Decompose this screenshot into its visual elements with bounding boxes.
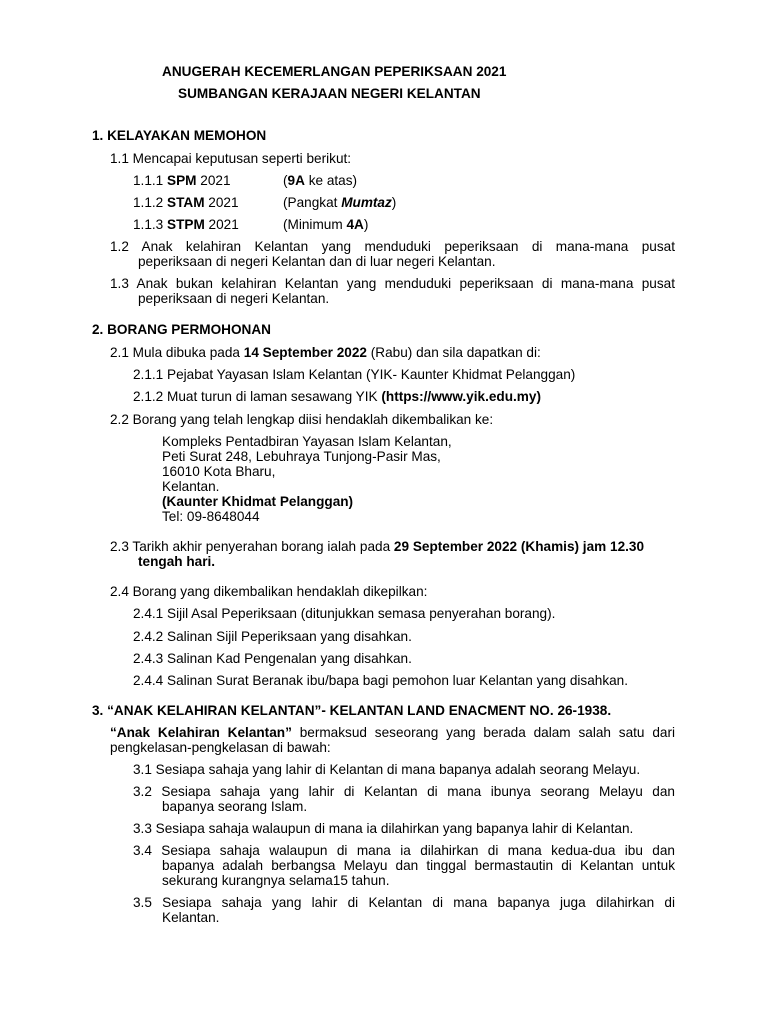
- item-2-1: 2.1 Mula dibuka pada 14 September 2022 (Rabu) dan sila dapatkan di:: [110, 345, 541, 360]
- item-1-2-line-1: 1.2 Anak kelahiran Kelantan yang menduduki peperiksaan di mana-mana pusat: [110, 239, 675, 254]
- item-1-1-3: 1.1.3 STPM 2021 (Minimum 4A): [133, 217, 369, 232]
- item-2-3-line-2: tengah hari.: [138, 554, 216, 569]
- item-3-4-line-1: 3.4 Sesiapa sahaja walaupun di mana ia dilahirkan di mana kedua-dua ibu dan: [133, 843, 675, 858]
- item-2-4: 2.4 Borang yang dikembalikan hendaklah dikepilkan:: [110, 584, 428, 599]
- item-2-2: 2.2 Borang yang telah lengkap diisi hendaklah dikembalikan ke:: [110, 412, 494, 427]
- item-3-5-line-1: 3.5 Sesiapa sahaja yang lahir di Kelantan di mana bapanya juga dilahirkan di: [133, 895, 675, 910]
- yik-website-link: (https://www.yik.edu.my): [381, 389, 541, 404]
- item-2-4-2: 2.4.2 Salinan Sijil Peperiksaan yang disahkan.: [133, 629, 412, 644]
- item-1-1-1: 1.1.1 SPM 2021 (9A ke atas): [133, 173, 358, 188]
- telephone: Tel: 09-8648044: [162, 509, 260, 524]
- section-1-heading: 1. KELAYAKAN MEMOHON: [92, 128, 267, 143]
- item-3-2-line-1: 3.2 Sesiapa sahaja yang lahir di Kelantan di mana ibunya seorang Melayu dan: [133, 784, 675, 799]
- title-line-2: SUMBANGAN KERAJAAN NEGERI KELANTAN: [178, 86, 481, 101]
- item-1-1: 1.1 Mencapai keputusan seperti berikut:: [110, 151, 352, 166]
- item-3-4-line-3: sekurang kurangnya selama15 tahun.: [162, 873, 390, 888]
- item-3-1: 3.1 Sesiapa sahaja yang lahir di Kelantan di mana bapanya adalah seorang Melayu.: [133, 762, 641, 777]
- address-line: Peti Surat 248, Lebuhraya Tunjong-Pasir Mas,: [162, 449, 441, 464]
- address-line: Kelantan.: [162, 479, 220, 494]
- item-2-1-1: 2.1.1 Pejabat Yayasan Islam Kelantan (YIK- Kaunter Khidmat Pelanggan): [133, 367, 576, 382]
- item-2-4-3: 2.4.3 Salinan Kad Pengenalan yang disahkan.: [133, 651, 412, 666]
- item-3-4-line-2: bapanya adalah berbangsa Melayu dan tinggal bermastautin di Kelantan untuk: [162, 858, 675, 873]
- item-3-3: 3.3 Sesiapa sahaja walaupun di mana ia dilahirkan yang bapanya lahir di Kelantan.: [133, 821, 634, 836]
- address-line: 16010 Kota Bharu,: [162, 464, 276, 479]
- item-2-4-1: 2.4.1 Sijil Asal Peperiksaan (ditunjukkan semasa penyerahan borang).: [133, 606, 556, 621]
- item-2-4-4: 2.4.4 Salinan Surat Beranak ibu/bapa bagi pemohon luar Kelantan yang disahkan.: [133, 673, 629, 688]
- item-1-3-line-1: 1.3 Anak bukan kelahiran Kelantan yang menduduki peperiksaan di mana-mana pusat: [110, 276, 675, 291]
- title-line-1: ANUGERAH KECEMERLANGAN PEPERIKSAAN 2021: [162, 64, 507, 79]
- counter-label: (Kaunter Khidmat Pelanggan): [162, 494, 354, 509]
- item-3-2-line-2: bapanya seorang Islam.: [162, 799, 308, 814]
- section-2-heading: 2. BORANG PERMOHONAN: [92, 322, 271, 337]
- item-2-3-line-1: 2.3 Tarikh akhir penyerahan borang ialah pada 29 September 2022 (Khamis) jam 12.30: [110, 539, 645, 554]
- item-2-1-2: 2.1.2 Muat turun di laman sesawang YIK (https://www.yik.edu.my): [133, 389, 541, 404]
- item-1-1-2: 1.1.2 STAM 2021 (Pangkat Mumtaz): [133, 195, 397, 210]
- section-3-heading: 3. “ANAK KELAHIRAN KELANTAN”- KELANTAN LAND ENACMENT NO. 26-1938.: [92, 703, 612, 718]
- item-1-2-line-2: peperiksaan di negeri Kelantan dan di luar negeri Kelantan.: [138, 254, 496, 269]
- item-3-5-line-2: Kelantan.: [162, 910, 220, 925]
- section-3-intro-line-2: pengkelasan-pengkelasan di bawah:: [110, 740, 331, 755]
- section-3-intro-line-1: “Anak Kelahiran Kelantan” bermaksud seseorang yang berada dalam salah satu dari: [110, 725, 675, 740]
- item-1-3-line-2: peperiksaan di negeri Kelantan.: [138, 291, 330, 306]
- address-line: Kompleks Pentadbiran Yayasan Islam Kelantan,: [162, 434, 452, 449]
